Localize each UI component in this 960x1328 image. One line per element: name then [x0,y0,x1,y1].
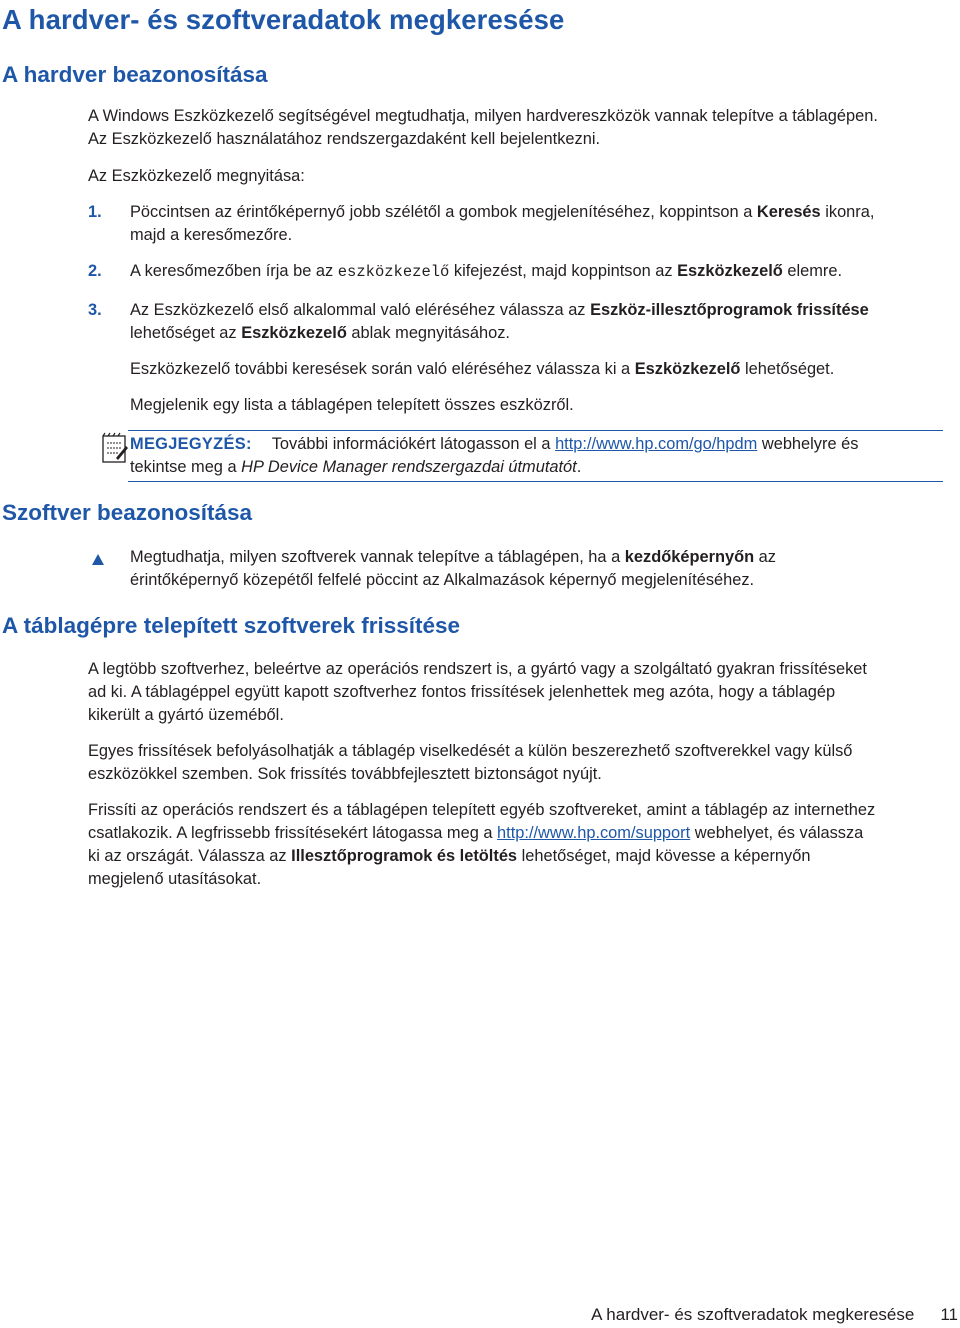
note-period: . [576,458,582,476]
step-2-bold: Eszközkezelő [677,262,783,280]
step-3-text-end: ablak megnyitásához. [346,324,510,342]
note-pad-icon [100,430,130,469]
upd-p3-bold: Illesztőprogramok és letöltés [291,847,518,865]
upd-p3-line4: megjelenő utasításokat. [88,870,262,888]
page-number: 11 [940,1305,958,1324]
hw-intro-line2: Az Eszközkezelő használatához rendszergazdaként kell bejelentkezni. [88,130,601,148]
footer-title: A hardver- és szoftveradatok megkeresése [591,1305,915,1324]
sw-bold: kezdőképernyőn [624,548,755,566]
sw-text: Megtudhatja, milyen szoftverek vannak telepítve a táblagépen, ha a [130,548,625,566]
note-top-rule [128,430,943,431]
note-line1 [130,433,858,456]
hw-open-label: Az Eszközkezelő megnyitása: [88,167,305,185]
step-3-text: Az Eszközkezelő első alkalommal való eléréséhez válassza az [130,301,591,319]
step-3-bold-2: Eszközkezelő [241,324,347,342]
section-heading-software: Szoftver beazonosítása [2,500,253,525]
upd-p2-line1: Egyes frissítések befolyásolhatják a táblagép viselkedését a külön beszerezhető szoftverekkel vagy külső [88,742,853,760]
step-1-number: 1. [88,203,102,221]
step-1-line2: majd a keresőmezőre. [130,226,293,244]
step-3-number: 3. [88,301,102,319]
upd-p2-line2: eszközökkel szemben. Sok frissítés továbbfejlesztett biztonságot nyújt. [88,765,602,783]
page-title: A hardver- és szoftveradatok megkeresése [2,4,565,35]
upd-p3-text-3: ki az országát. Válassza az [88,847,292,865]
step-2-line1 [130,260,842,284]
step-2-code: eszközkezelő [337,263,450,281]
note-guide-title: HP Device Manager rendszergazdai útmutatót [241,458,577,476]
note-text: További információkért látogasson el a [271,435,556,453]
note-label: MEGJEGYZÉS: [130,435,252,453]
later-text: Eszközkezelő további keresések során való eléréséhez válassza ki a [130,360,635,378]
step-2-number: 2. [88,262,102,280]
upd-p3-line1: Frissíti az operációs rendszert és a táblagépen telepített egyéb szoftvereket, amint a táblagép az internethez [88,801,876,819]
step-1-text: Pöccintsen az érintőképernyő jobb szélétől a gombok megjelenítéséhez, koppintson a [130,203,757,221]
step-1-text-end: ikonra, [820,203,875,221]
upd-p3-text: csatlakozik. A legfrissebb frissítésekért látogassa meg a [88,824,498,842]
section-heading-updates: A táblagépre telepített szoftverek frissítése [2,613,461,638]
step-2-text-end: elemre. [782,262,843,280]
sw-text-end: az [754,548,776,566]
later-text-end: lehetőséget. [740,360,835,378]
note-text-2: tekintse meg a [130,458,242,476]
hw-later-access [130,358,834,381]
step-2-text: A keresőmezőben írja be az [130,262,338,280]
upd-p3-text-3-end: lehetőséget, majd kövesse a képernyőn [517,847,811,865]
step-1-bold: Keresés [756,203,821,221]
page-footer [560,1303,958,1327]
upd-p1-line3: kikerült a gyártó üzeméből. [88,706,284,724]
upd-p1-line1: A legtöbb szoftverhez, beleértve az operációs rendszert is, a gyártó vagy a szolgáltató gyakran frissítéseket [88,660,867,678]
step-3-text-2: lehetőséget az [130,324,242,342]
hpdm-link[interactable]: http://www.hp.com/go/hpdm [555,435,758,453]
triangle-bullet-icon [92,552,104,570]
hw-intro-line1: A Windows Eszközkezelő segítségével megtudhatja, milyen hardvereszközök vannak telepítve a táblagépen. [88,107,878,125]
step-3-line2 [130,322,510,345]
step-2-text-mid: kifejezést, majd koppintson az [449,262,678,280]
sw-line2: érintőképernyő közepétől felfelé pöccint az Alkalmazások képernyő megjelenítéséhez. [130,571,755,589]
step-3-bold: Eszköz-illesztőprogramok frissítése [590,301,869,319]
hw-list-text: Megjelenik egy lista a táblagépen telepített összes eszközről. [130,396,574,414]
upd-p3-line2 [88,822,863,845]
support-link[interactable]: http://www.hp.com/support [497,824,691,842]
upd-p1-line2: ad ki. A táblagéppel együtt kapott szoftverhez fontos frissítések jelenhettek meg azóta, hogy a táblagép [88,683,836,701]
note-line2 [130,456,581,479]
later-bold: Eszközkezelő [634,360,741,378]
note-bottom-rule [128,481,943,482]
step-3-line1 [130,299,869,322]
note-text-end: webhelyre és [757,435,859,453]
upd-p3-line3 [88,845,810,868]
section-heading-hardware: A hardver beazonosítása [2,62,268,87]
upd-p3-text-end: webhelyet, és válassza [690,824,864,842]
step-1-line1 [130,201,874,224]
sw-line1 [130,546,776,569]
